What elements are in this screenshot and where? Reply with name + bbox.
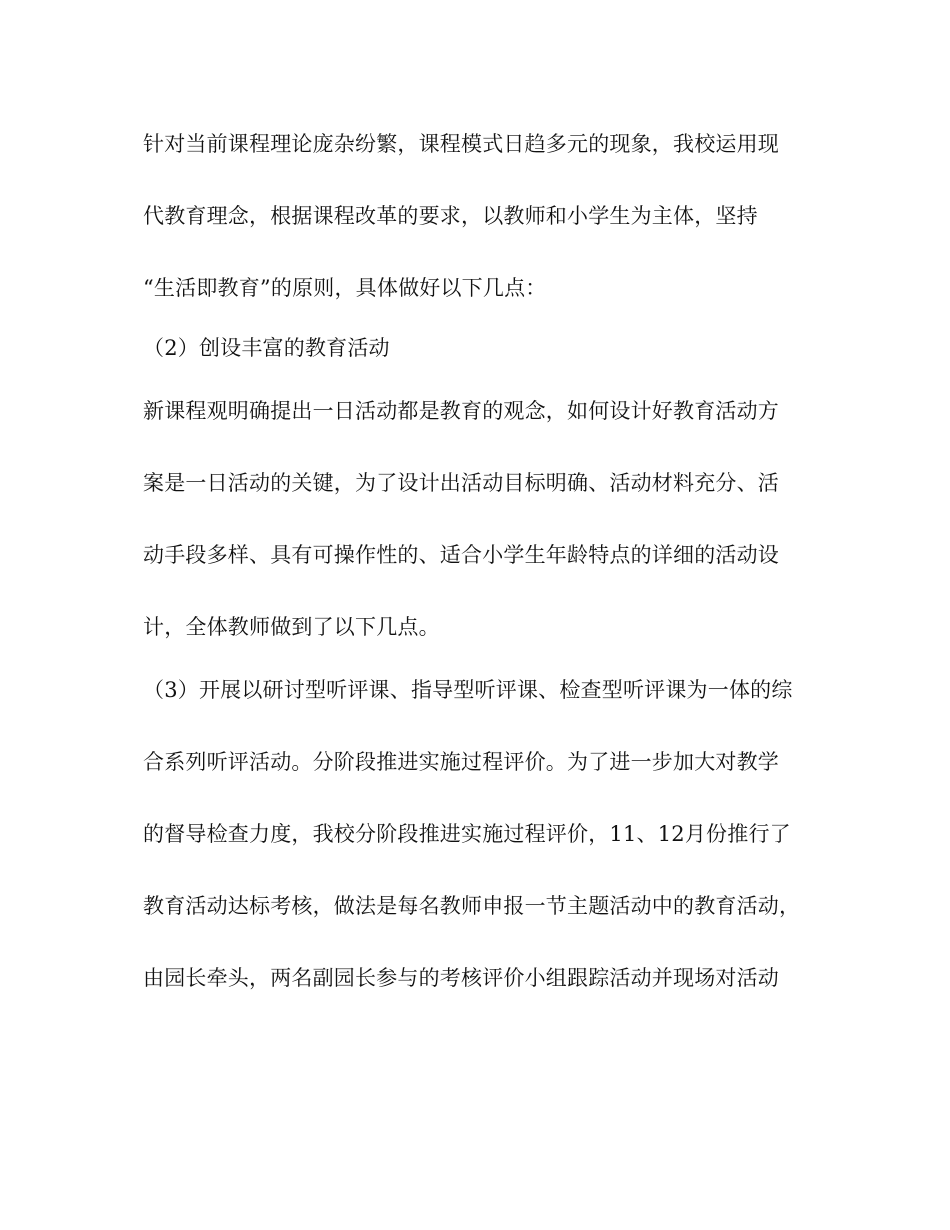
paragraph-line-1: 针对当前课程理论庞杂纷繁，课程模式日趋多元的现象，我校运用现 xyxy=(143,132,779,156)
paragraph-line-11: 由园长牵头，两名副园长参与的考核评价小组跟踪活动并现场对活动 xyxy=(143,966,779,990)
paragraph-line-9: 的督导检查力度，我校分阶段推进实施过程评价，11、12月份推行了 xyxy=(143,822,791,846)
paragraph-line-8: 合系列听评活动。分阶段推进实施过程评价。为了进一步加大对教学 xyxy=(143,750,779,774)
paragraph-line-2: 代教育理念，根据课程改革的要求，以教师和小学生为主体，坚持 xyxy=(143,204,758,228)
paragraph-line-6: 动手段多样、具有可操作性的、适合小学生年龄特点的详细的活动设 xyxy=(143,543,779,567)
section-heading-3: （3）开展以研讨型听评课、指导型听评课、检查型听评课为一体的综 xyxy=(143,678,793,702)
paragraph-line-10: 教育活动达标考核，做法是每名教师申报一节主题活动中的教育活动， xyxy=(143,894,801,918)
paragraph-line-4: 新课程观明确提出一日活动都是教育的观念，如何设计好教育活动方 xyxy=(143,399,779,423)
paragraph-line-5: 案是一日活动的关键，为了设计出活动目标明确、活动材料充分、活 xyxy=(143,471,779,495)
section-heading-2: （2）创设丰富的教育活动 xyxy=(143,336,390,360)
paragraph-line-7: 计，全体教师做到了以下几点。 xyxy=(143,615,440,639)
paragraph-line-3: “生活即教育”的原则，具体做好以下几点： xyxy=(143,276,547,300)
